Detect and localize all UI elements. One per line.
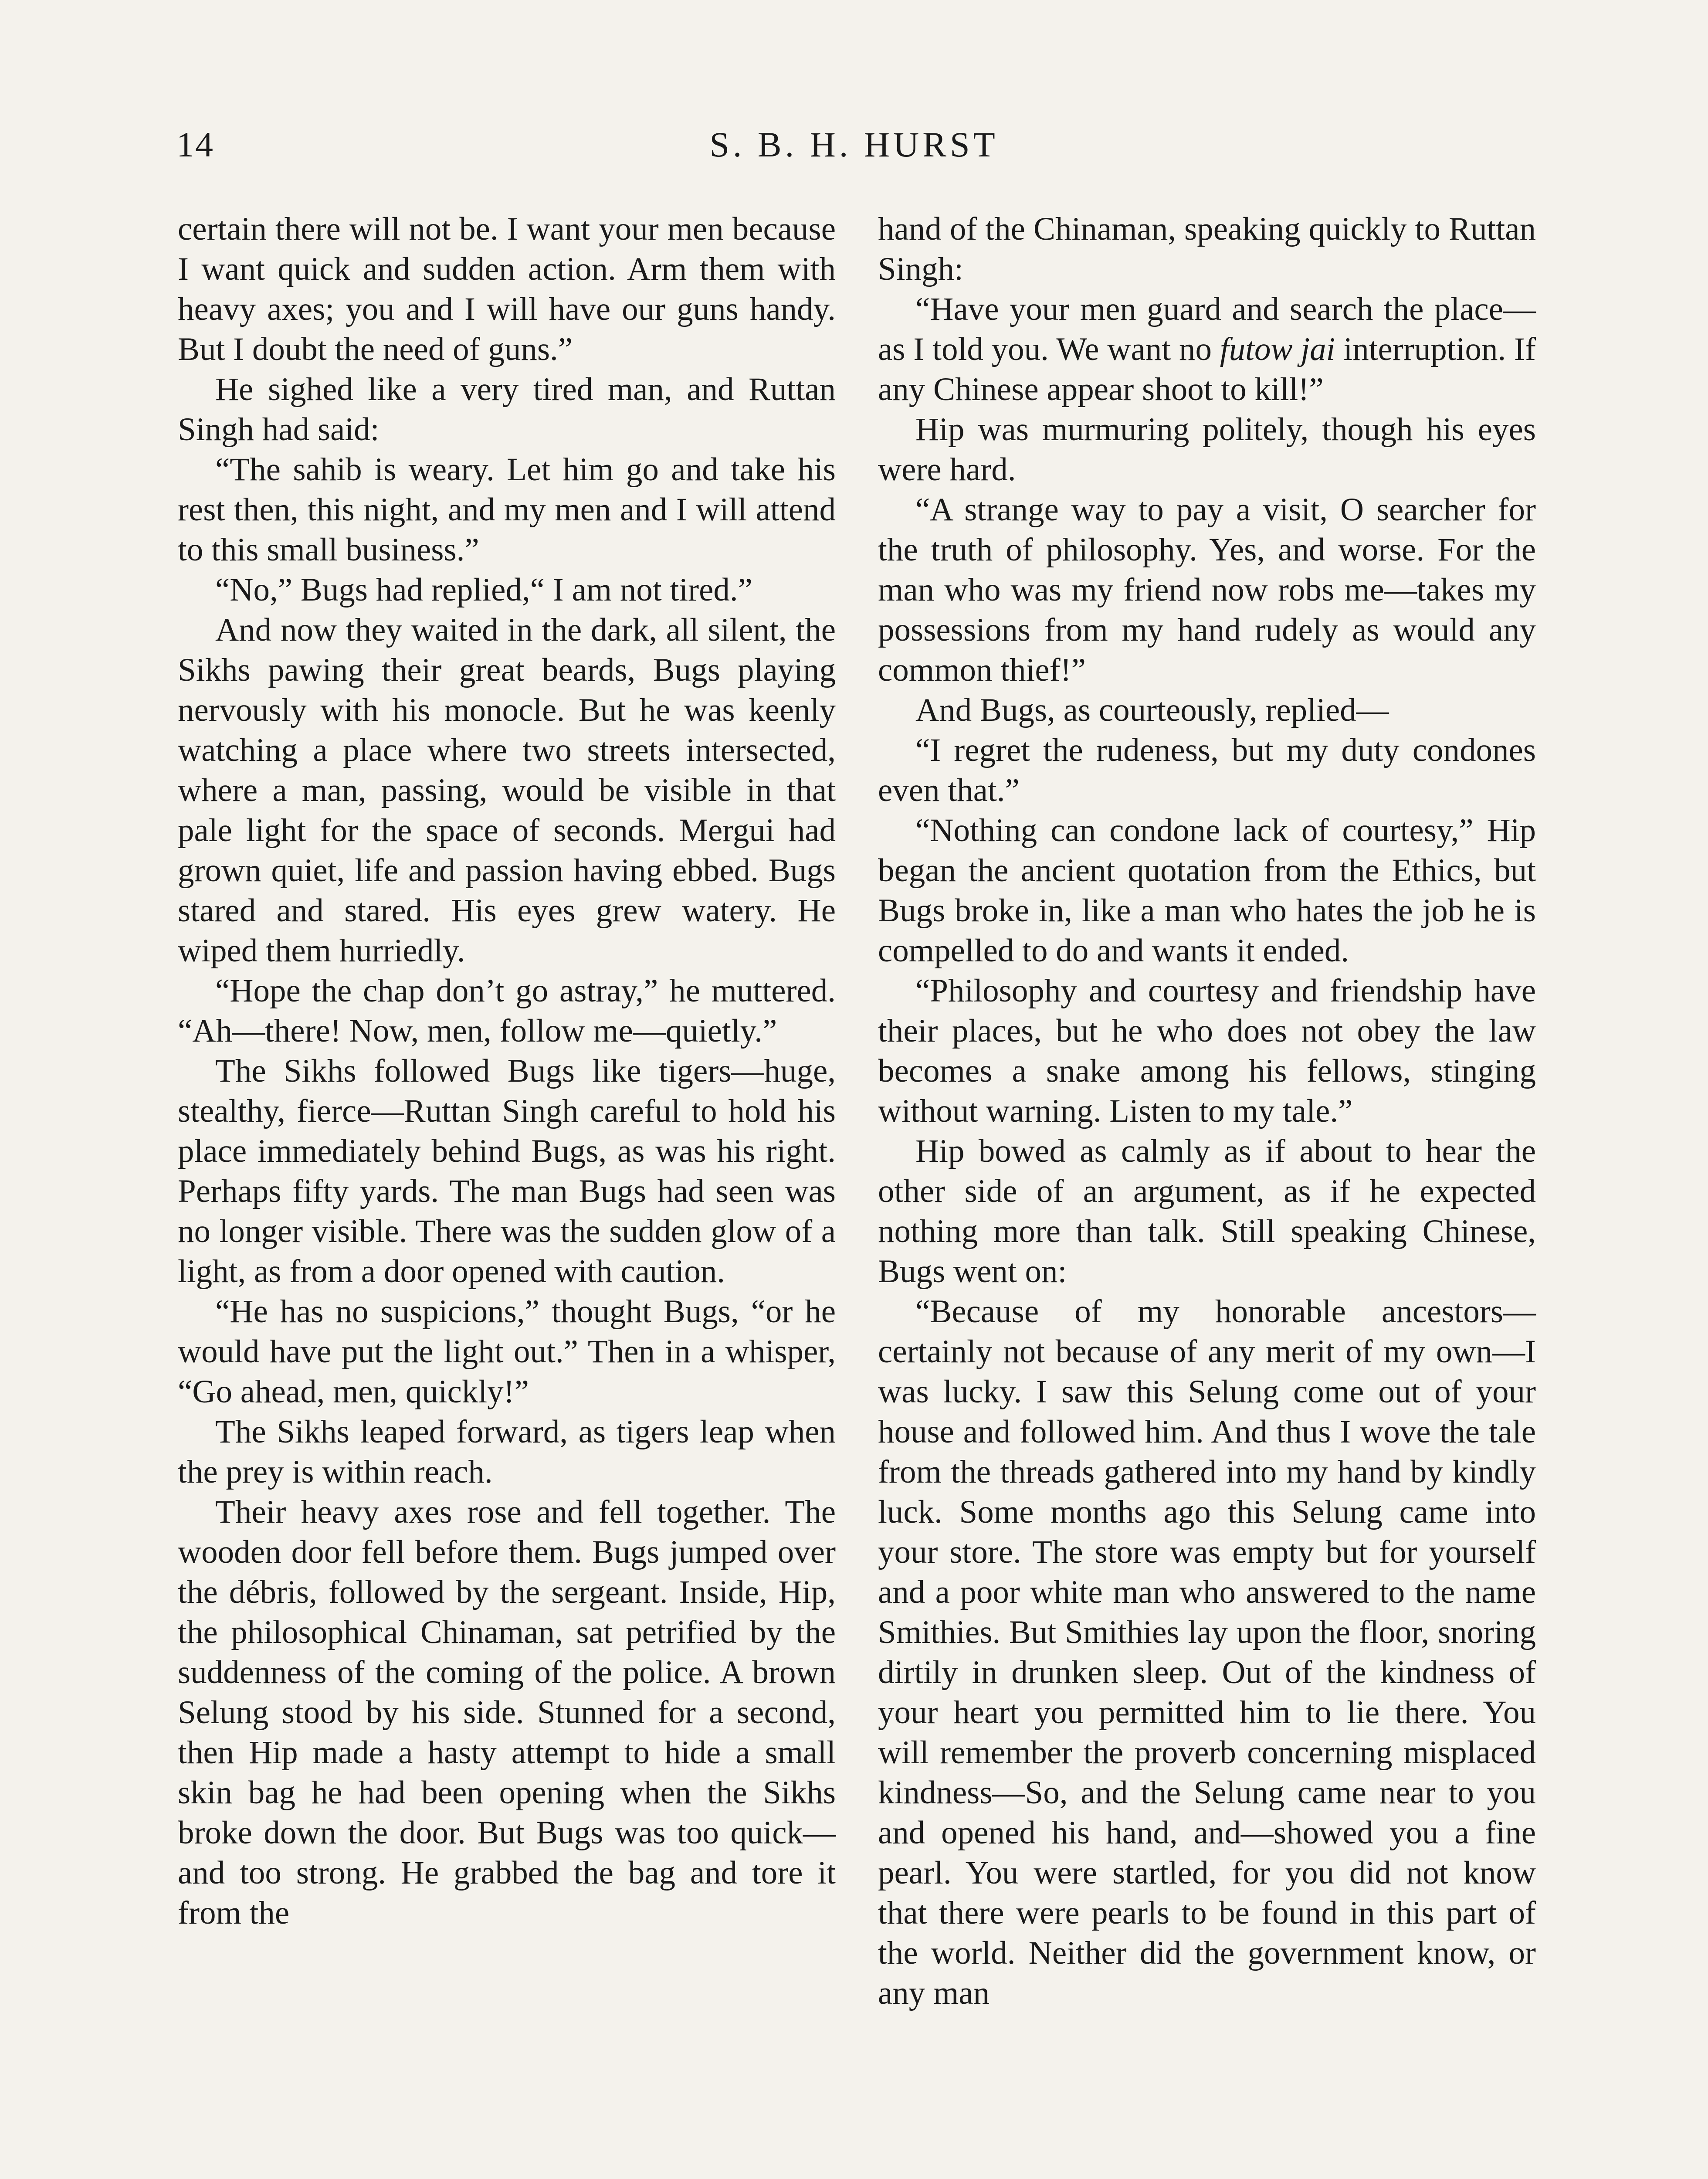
paragraph: “A strange way to pay a visit, O searcher for the truth of philosophy. Yes, and worse. For the man who was my friend now robs me—takes my possessions from my hand rudely as would any common thief!”	[878, 492, 1536, 688]
paragraph: “Philosophy and courtesy and friendship have their places, but he who does not obey the law becomes a snake among his fellows, stinging without warning. Listen to my tale.”	[878, 973, 1536, 1129]
page-number: 14	[176, 125, 214, 164]
paragraph: “Hope the chap don’t go astray,” he muttered. “Ah—there! Now, men, follow me—quietly.”	[178, 973, 836, 1049]
paragraph: “Nothing can condone lack of courtesy,” Hip began the ancient quotation from the Ethics, but Bugs broke in, like a man who hates the job he is compelled to do and wants it ended.	[878, 812, 1536, 969]
paragraph: Hip was murmuring politely, though his eyes were hard.	[878, 411, 1536, 488]
paragraph: “Because of my honorable ancestors—certainly not because of any merit of my own—I was lucky. I saw this Selung come out of your house and followed him. And thus I wove the tale from the threads gathered into my hand by kindly luck. Some months ago this Selung came into your store. The store was empty but for yourself and a poor white man who answered to the name Smithies. But Smithies lay upon the floor, snoring dirtily in drunken sleep. Out of the kindness of your heart you permitted him to lie there. You will remember the proverb concerning misplaced kindness—So, and the Selung came near to you and opened his hand, and—showed you a fine pearl. You were startled, for you did not know that there were pearls to be found in this part of the world. Neither did the government know, or any man	[878, 1293, 1536, 2011]
paragraph: And now they waited in the dark, all silent, the Sikhs pawing their great beards, Bugs playing nervously with his monocle. But he was keenly watching a place where two streets intersected, where a man, passing, would be visible in that pale light for the space of seconds. Mergui had grown quiet, life and passion having ebbed. Bugs stared and stared. His eyes grew watery. He wiped them hurriedly.	[178, 612, 836, 969]
paragraph: “No,” Bugs had replied,“ I am not tired.”	[215, 572, 752, 608]
paragraph: He sighed like a very tired man, and Ruttan Singh had said:	[178, 371, 836, 448]
paragraph: “He has no suspicions,” thought Bugs, “or he would have put the light out.” Then in a whisper, “Go ahead, men, quickly!”	[178, 1293, 836, 1410]
paragraph: “The sahib is weary. Let him go and take his rest then, this night, and my men and I will attend to this small business.”	[178, 451, 836, 568]
paragraph: And Bugs, as courteously, replied—	[915, 692, 1389, 728]
running-head: S. B. H. HURST	[709, 125, 999, 164]
paragraph: The Sikhs followed Bugs like tigers—huge, stealthy, fierce—Ruttan Singh careful to hold his place immediately behind Bugs, as was his right. Perhaps fifty yards. The man Bugs had seen was no longer visible. There was the sudden glow of a light, as from a door opened with caution.	[178, 1053, 836, 1290]
page-header	[176, 124, 1532, 172]
paragraph: certain there will not be. I want your men because I want quick and sudden action. Arm them with heavy axes; you and I will have our guns handy. But I doubt the need of guns.”	[178, 211, 836, 367]
paragraph: Their heavy axes rose and fell together. The wooden door fell before them. Bugs jumped over the débris, followed by the sergeant. Inside, Hip, the philosophical Chinaman, sat petrified by the suddenness of the coming of the police. A brown Selung stood by his side. Stunned for a second, then Hip made a hasty attempt to hide a small skin bag he had been opening when the Sikhs broke down the door. But Bugs was too quick—and too strong. He grabbed the bag and tore it from the	[178, 1494, 836, 1931]
right-column	[878, 209, 1536, 2013]
paragraph: The Sikhs leaped forward, as tigers leap when the prey is within reach.	[178, 1414, 836, 1490]
paragraph-text: interruption. If any Chinese appear shoot to kill!”	[878, 331, 1536, 407]
left-column	[178, 209, 836, 1933]
paragraph: “I regret the rudeness, but my duty condones even that.”	[878, 732, 1536, 808]
paragraph: Hip bowed as calmly as if about to hear the other side of an argument, as if he expected nothing more than talk. Still speaking Chinese, Bugs went on:	[878, 1133, 1536, 1290]
paragraph-text: “Have your men guard and search the place—as I told you. We want no	[878, 291, 1536, 367]
italic-term: futow jai	[1220, 331, 1335, 367]
paragraph: hand of the Chinaman, speaking quickly to Ruttan Singh:	[878, 211, 1536, 287]
paragraph	[878, 289, 1536, 410]
